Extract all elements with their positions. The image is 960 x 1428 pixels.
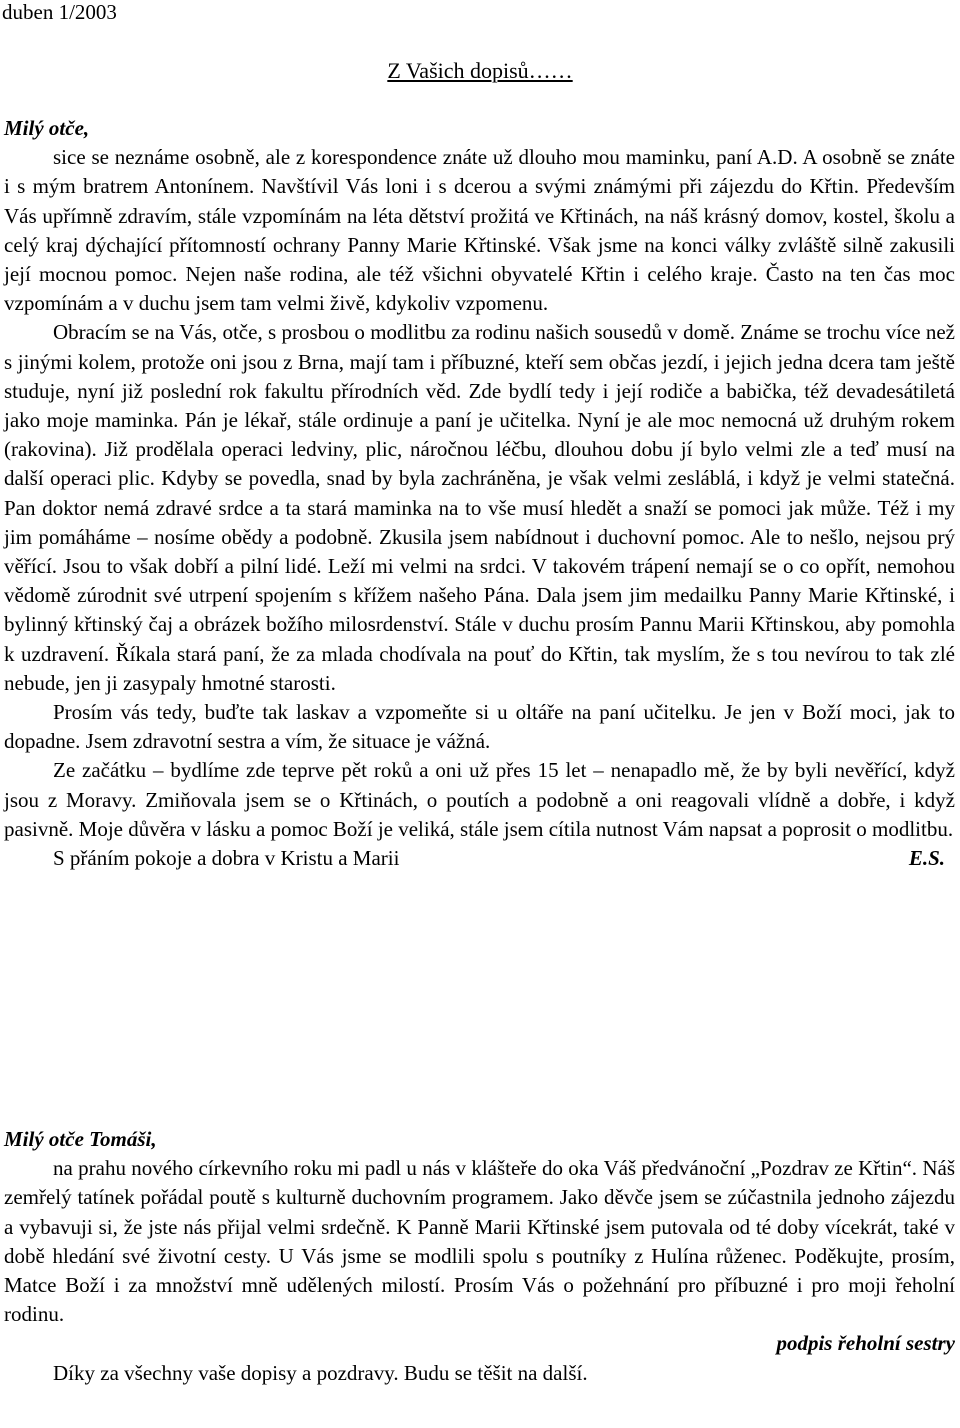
- letter-1-closing: S přáním pokoje a dobra v Kristu a Marii: [53, 846, 400, 871]
- letter-1-salutation: Milý otče,: [4, 116, 90, 140]
- letter-1-signature: E.S.: [908, 846, 945, 871]
- letter-1-closing-line: [4, 844, 955, 873]
- letter-2-paragraph-1: na prahu nového církevního roku mi padl u nás v klášteře do oka Váš předvánoční „Pozdrav ze Křtin“. Náš zemřelý tatínek pořádal poutě s kulturně duchovním programem. Jako děvče jsem se zúčastnila jednoho zájezdu a vybavuji si, že jste nás přijal velmi srdečně. K Panně Marii Křtinské jsem putovala od té doby vícekrát, také v době hledání své životní cesty. U Vás jsme se modlili spolu s poutníky z Hulína růženec. Poděkujte, prosím, Matce Boží i za množství mně udělených milostí. Prosím Vás o požehnání pro příbuzné i pro moji řeholní rodinu.: [4, 1156, 955, 1327]
- letter-1-paragraph-2: Obracím se na Vás, otče, s prosbou o modlitbu za rodinu našich sousedů v domě. Známe se trochu více než s jinými kolem, protože oni jsou z Brna, mají tam i příbuzné, kteří sem občas jezdí, i jejich jedna dcera tam ještě studuje, nyní již poslední rok fakultu přírodních věd. Zde bydlí tedy i její rodiče a babička, též devadesátiletá jako moje maminka. Pán je lékař, stále ordinuje a paní je učitelka. Nyní je ale moc nemocná už druhým rokem (rakovina). Již prodělala operaci ledviny, plic, náročnou léčbu, dlouhou dobu jí bylo velmi zle a teď musí na další operaci plic. Kdyby se povedla, snad by byla zachráněna, je však velmi zesláblá, i když je velmi statečná. Pan doktor nemá zdravé srdce a ta stará maminka na to vše musí hledět a snaží se pomoci jak může. Též i my jim pomáháme – nosíme obědy a podobně. Zkusila jsem nabídnout i duchovní pomoc. Ale to nešlo, nejsou prý věřící. Jsou to však dobří a pilní lidé. Leží mi velmi na srdci. V takovém trápení nemají se o co opřít, nemohou vědomě zúrodnit své utrpení spojením s křížem našeho Pána. Dala jsem jim medailku Panny Marie Křtinské, i bylinný křtinský čaj a obrázek božího milosrdenství. Stále v duchu prosím Pannu Marii Křtinskou, aby pomohla k uzdravení. Říkala stará paní, že za mlada chodívala na pouť do Křtin, tak myslím, že s tou nevírou to tak zlé nebude, jen ji zasypaly hmotné starosti.: [4, 320, 955, 695]
- letter-1: [4, 114, 955, 873]
- issue-date: duben 1/2003: [2, 0, 117, 24]
- letter-1-paragraph-1: sice se neznáme osobně, ale z korespondence znáte už dlouho mou maminku, paní A.D. A osobně se znáte i s mým bratrem Antonínem. Navštívil Vás loni i s dcerou a svými známými při zájezdu do Křtin. Především Vás upřímně zdravím, stále vzpomínám na léta dětství prožitá ve Křtinách, na náš krásný domov, kostel, školu a celý kraj dýchající přítomností ochrany Panny Marie Křtinské. Však jsme na konci války zvláště silně zakusili její mocnou pomoc. Nejen naše rodina, ale též všichni obyvatelé Křtin i celého kraje. Často na ten čas moc vzpomínám a v duchu jsem tam velmi živě, kdykoliv vzpomenu.: [4, 145, 955, 316]
- letter-1-paragraph-4: Ze začátku – bydlíme zde teprve pět roků a oni už přes 15 let – nenapadlo mě, že by byli nevěřící, když jsou z Moravy. Zmiňovala jsem se o Křtinách, o poutích a podobně a oni reagovali vlídně a dobře, i když pasivně. Moje důvěra v lásku a pomoc Boží je veliká, stále jsem cítila nutnost Vám napsat a poprosit o modlitbu.: [4, 758, 955, 841]
- letter-1-paragraph-3: Prosím vás tedy, buďte tak laskav a vzpomeňte si u oltáře na paní učitelku. Je jen v Boží moci, jak to dopadne. Jsem zdravotní sestra a vím, že situace je vážná.: [4, 700, 955, 754]
- letter-2-signature: podpis řeholní sestry: [776, 1331, 955, 1356]
- letter-2-closing: Díky za všechny vaše dopisy a pozdravy. Budu se těšit na další.: [53, 1360, 588, 1385]
- letter-2: [4, 1125, 955, 1388]
- letter-2-salutation: Milý otče Tomáši,: [4, 1127, 157, 1151]
- section-title: Z Vašich dopisů……: [387, 58, 573, 83]
